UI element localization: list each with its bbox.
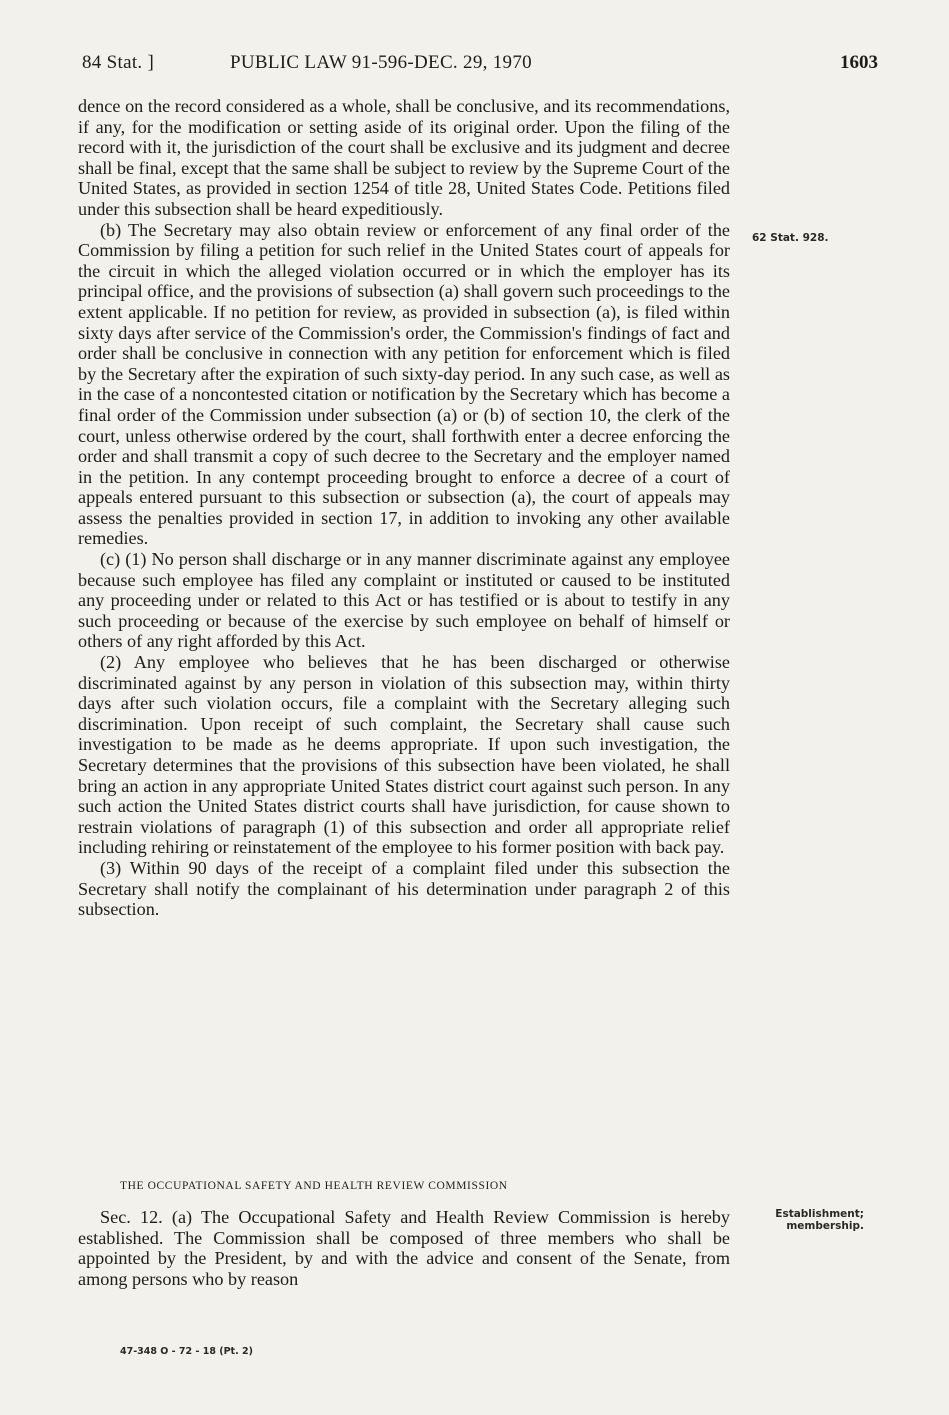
margin-note-line: Establishment; — [775, 1208, 864, 1220]
margin-note-line: membership. — [786, 1220, 864, 1232]
page-number: 1603 — [840, 52, 878, 73]
paragraph-c2: (2) Any employee who believes that he has been discharged or otherwise discriminated against by any person in violation of this subsection may, within thirty days after such violation occurs, file a complaint with the Secretary alleging such discrimination. Upon receipt of such complaint, the Secretary shall cause such investigation to be made as he deems appropriate. If upon such investigation, the Secretary determines that the provisions of this subsection have been violated, he shall bring an action in any appropriate United States district court against such person. In any such action the United States district courts shall have jurisdiction, for cause shown to restrain violations of paragraph (1) of this subsection and order all appropriate relief including rehiring or reinstatement of the employee to his former position with back pay. — [78, 652, 730, 858]
paragraph-continuation: dence on the record considered as a whole, shall be conclusive, and its recommendations, if any, for the modification or setting aside of its original order. Upon the filing of the record with it, the jurisdiction of the court shall be exclusive and its judgment and decree shall be final, except that the same shall be subject to review by the Supreme Court of the United States, as provided in section 1254 of title 28, United States Code. Petitions filed under this subsection shall be heard expeditiously. — [78, 96, 730, 219]
law-title: PUBLIC LAW 91-596-DEC. 29, 1970 — [230, 52, 532, 73]
paragraph-c3: (3) Within 90 days of the receipt of a complaint filed under this subsection the Secretary shall notify the complainant of his determination under paragraph 2 of this subsection. — [78, 857, 730, 920]
statute-volume: 84 Stat. ] — [82, 52, 155, 73]
paragraph-c1: (c) (1) No person shall discharge or in any manner discriminate against any employee because such employee has filed any complaint or instituted or caused to be instituted any proceeding under or related to this Act or has testified or is about to testify in any such proceeding or because of the exercise by such employee on behalf of himself or others of any right afforded by this Act. — [78, 549, 730, 652]
margin-citation: 62 Stat. 928. — [752, 232, 829, 244]
print-footer: 47-348 O - 72 - 18 (Pt. 2) — [120, 1346, 253, 1357]
section-12-text: Sec. 12. (a) The Occupational Safety and Health Review Commission is hereby established. The Commission shall be composed of three members who shall be appointed by the President, by and with the advice and consent of the Senate, from among persons who by reason — [78, 1207, 730, 1289]
paragraph-b: (b) The Secretary may also obtain review or enforcement of any final order of the Commission by filing a petition for such relief in the United States court of appeals for the circuit in which the alleged violation occurred or in which the employer has its principal office, and the provisions of subsection (a) shall govern such proceedings to the extent applicable. If no petition for review, as provided in subsection (a), is filed within sixty days after service of the Commission's order, the Commission's findings of fact and order shall be conclusive in connection with any petition for enforcement which is filed by the Secretary after the expiration of such sixty-day period. In any such case, as well as in the case of a noncontested citation or notification by the Secretary which has become a final order of the Commission under subsection (a) or (b) of section 10, the clerk of the court, unless otherwise ordered by the court, shall forthwith enter a decree enforcing the order and shall transmit a copy of such decree to the Secretary and the employer named in the petition. In any contempt proceeding brought to enforce a decree of a court of appeals entered pursuant to this subsection or subsection (a), the court of appeals may assess the penalties provided in section 17, in addition to invoking any other available remedies. — [78, 219, 730, 549]
margin-establishment-note — [744, 1208, 864, 1232]
main-text — [78, 96, 730, 920]
page-header — [82, 52, 882, 82]
section-heading: THE OCCUPATIONAL SAFETY AND HEALTH REVIEW COMMISSION — [120, 1180, 508, 1192]
